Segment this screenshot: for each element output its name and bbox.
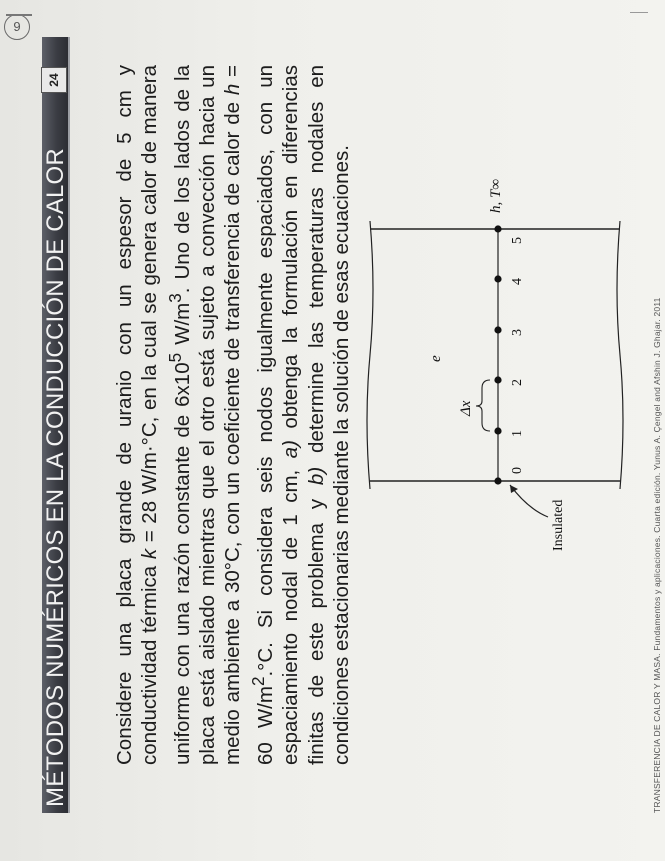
- node-label-0: 0: [510, 467, 525, 474]
- text-seg4: . Uno de los lados de la placa está aislado mientras que el otro está sujeto a convección hacia un medio ambiente a 30°C, con un coeficiente de transferencia de calor de: [170, 65, 245, 765]
- node-3: [494, 326, 501, 333]
- node-label-3: 3: [510, 329, 525, 336]
- text-seg2: = 28 W/m·°C, en la cual se genera calor de manera uniforme con una razón constante de 6x10: [138, 65, 194, 765]
- text-seg7: obtenga la formulación en diferencias finitas de este problema y: [279, 65, 328, 765]
- h-symbol: h: [221, 83, 245, 96]
- insulated-label: Insulated: [551, 499, 566, 551]
- text-seg5: = 60 W/m: [221, 64, 277, 765]
- text-seg6: .°C. Si considera seis nodos igualmente espaciados, con un espaciamiento nodal de 1 cm,: [253, 65, 303, 765]
- node-4: [494, 275, 501, 282]
- corner-page-mark: 9: [4, 14, 30, 40]
- bottom-break: [617, 221, 623, 489]
- node-label-4: 4: [510, 278, 525, 285]
- exponent-5: 5: [165, 352, 185, 363]
- generation-label: e: [428, 355, 444, 362]
- node-1: [494, 427, 501, 434]
- slide-title: MÉTODOS NUMÉRICOS EN LA CONDUCCIÓN DE CALOR: [42, 148, 69, 807]
- exponent-2: 2: [248, 676, 268, 687]
- insulated-arrowhead: [510, 485, 518, 493]
- node-5: [494, 225, 501, 232]
- problem-statement: [112, 65, 354, 765]
- dx-label: Δx: [458, 400, 474, 416]
- node-label-5: 5: [510, 237, 525, 244]
- part-a-label: a): [279, 440, 303, 459]
- scan-mark-top-right: [630, 12, 648, 13]
- node-label-1: 1: [510, 430, 525, 437]
- text-seg8: determine las temperaturas nodales en condiciones estacionarias mediante la solución de esas ecuaciones.: [304, 64, 353, 765]
- node-2: [494, 376, 501, 383]
- dx-brace: [476, 380, 490, 431]
- text-seg1: Considere una placa grande de uranio con un espesor de 5 cm y conductividad térmica: [113, 65, 162, 765]
- part-b-label: b): [304, 466, 328, 486]
- k-symbol: k: [138, 548, 162, 560]
- exponent-3: 3: [165, 293, 185, 303]
- node-0: [494, 477, 501, 484]
- plate-diagram: [330, 149, 640, 569]
- node-label-2: 2: [510, 379, 525, 386]
- source-citation: TRANSFERENCIA DE CALOR Y MASA. Fundamentos y aplicaciones. Cuarta edición. Yunus A. Çengel and Afshin J. Ghajar. 2011: [652, 297, 662, 813]
- scan-mark-top-left: [6, 14, 32, 16]
- text-seg3: W/m: [170, 302, 194, 353]
- convection-label: h, T∞: [488, 178, 504, 213]
- page-number-badge: 24: [41, 67, 67, 93]
